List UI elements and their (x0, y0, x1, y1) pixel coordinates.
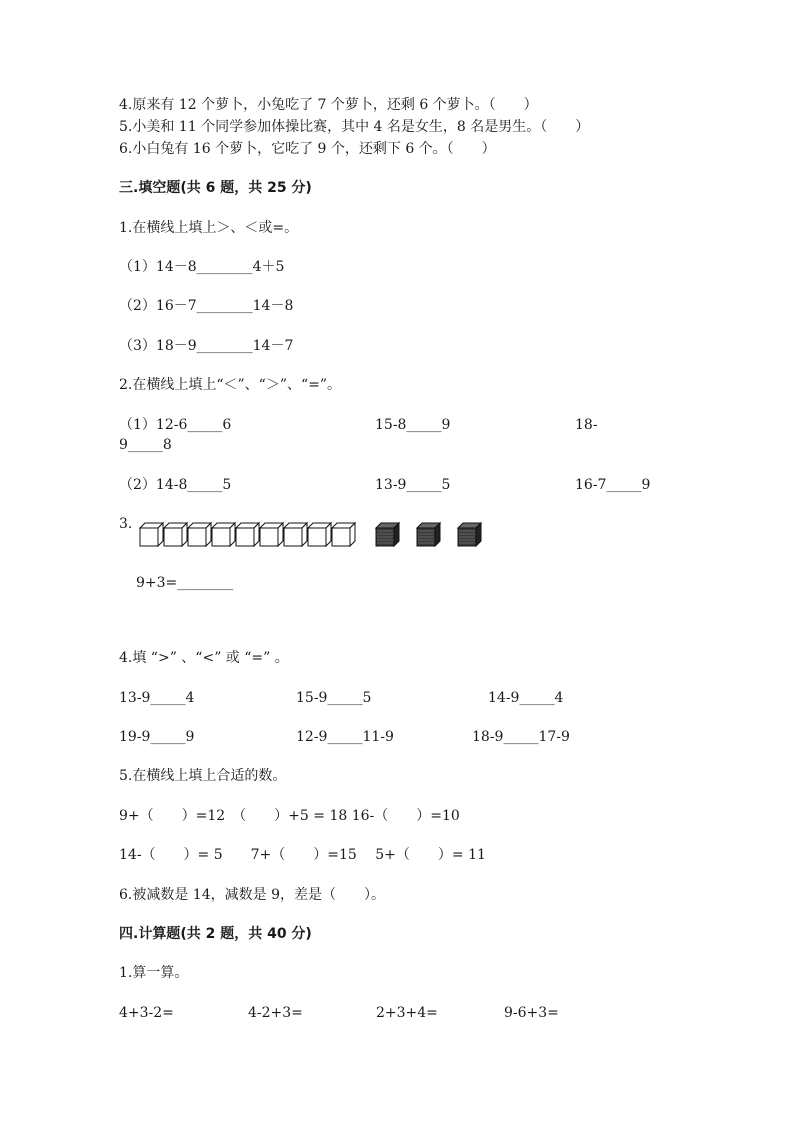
fill-q1-item-3: （3）18－9________14－7 (119, 338, 294, 354)
judge-q4: 4.原来有 12 个萝卜，小兔吃了 7 个萝卜，还剩 6 个萝卜。（ ） (119, 97, 538, 113)
fill-q2-r2-c: 16-7_____9 (575, 477, 651, 493)
fill-q2-prompt: 2.在横线上填上“＜”、“＞”、“=”。 (119, 377, 342, 393)
white-cube (164, 523, 187, 546)
fill-q2-r1-b: 15-8_____9 (375, 417, 451, 433)
fill-q1-prompt: 1.在横线上填上＞、＜或=。 (119, 220, 299, 236)
white-cube (188, 523, 211, 546)
fill-q2-r2-a: （2）14-8_____5 (119, 477, 232, 493)
section4-title: 四.计算题(共 2 题，共 40 分) (119, 926, 312, 942)
fill-q1-item-2: （2）16－7________14－8 (119, 298, 294, 314)
fill-q4-r1-c: 14-9_____4 (488, 690, 564, 706)
judge-q5: 5.小美和 11 个同学参加体操比赛，其中 4 名是女生，8 名是男生。（ ） (119, 119, 590, 135)
dark-cube (376, 523, 399, 546)
white-cube (260, 523, 283, 546)
fill-q4-r2-a: 19-9_____9 (119, 729, 195, 745)
fill-q2-r1-a: （1）12-6_____6 (119, 417, 232, 433)
calc-q1-item-2: 4-2+3= (248, 1005, 303, 1021)
fill-q4-r1-b: 15-9_____5 (296, 690, 372, 706)
fill-q5-prompt: 5.在横线上填上合适的数。 (119, 768, 287, 784)
white-cube (332, 523, 355, 546)
white-cube (308, 523, 331, 546)
fill-q1-item-1: （1）14－8________4＋5 (119, 259, 285, 275)
white-cube (236, 523, 259, 546)
fill-q4-r2-c: 18-9_____17-9 (472, 729, 570, 745)
section3-title: 三.填空题(共 6 题，共 25 分) (119, 180, 312, 196)
white-cube (140, 523, 163, 546)
fill-q5-row2: 14-（ ）= 5 7+（ ）=15 5+（ ）= 11 (119, 847, 486, 863)
fill-q3-number: 3. (119, 516, 133, 532)
fill-q5-row1: 9+（ ）=12 （ ）+5 = 18 16-（ ）=10 (119, 808, 460, 824)
cube-illustration (139, 520, 499, 552)
dark-cube (458, 523, 481, 546)
fill-q4-r2-b: 12-9_____11-9 (296, 729, 394, 745)
fill-q4-prompt: 4.填 “>” 、“<” 或 “=” 。 (119, 650, 289, 666)
white-cube (212, 523, 235, 546)
fill-q2-r1-wrap: 9_____8 (119, 437, 172, 453)
white-cube (284, 523, 307, 546)
calc-q1-item-1: 4+3-2= (119, 1005, 174, 1021)
fill-q2-r1-c: 18- (575, 417, 598, 433)
judge-q6: 6.小白兔有 16 个萝卜，它吃了 9 个，还剩下 6 个。（ ） (119, 141, 496, 157)
fill-q3-equation: 9+3=________ (136, 575, 234, 591)
fill-q4-r1-a: 13-9_____4 (119, 690, 195, 706)
calc-q1-prompt: 1.算一算。 (119, 965, 189, 981)
fill-q6: 6.被减数是 14，减数是 9，差是（ ）。 (119, 887, 385, 903)
fill-q2-r2-b: 13-9_____5 (375, 477, 451, 493)
calc-q1-item-4: 9-6+3= (504, 1005, 559, 1021)
calc-q1-item-3: 2+3+4= (376, 1005, 438, 1021)
dark-cube (417, 523, 440, 546)
